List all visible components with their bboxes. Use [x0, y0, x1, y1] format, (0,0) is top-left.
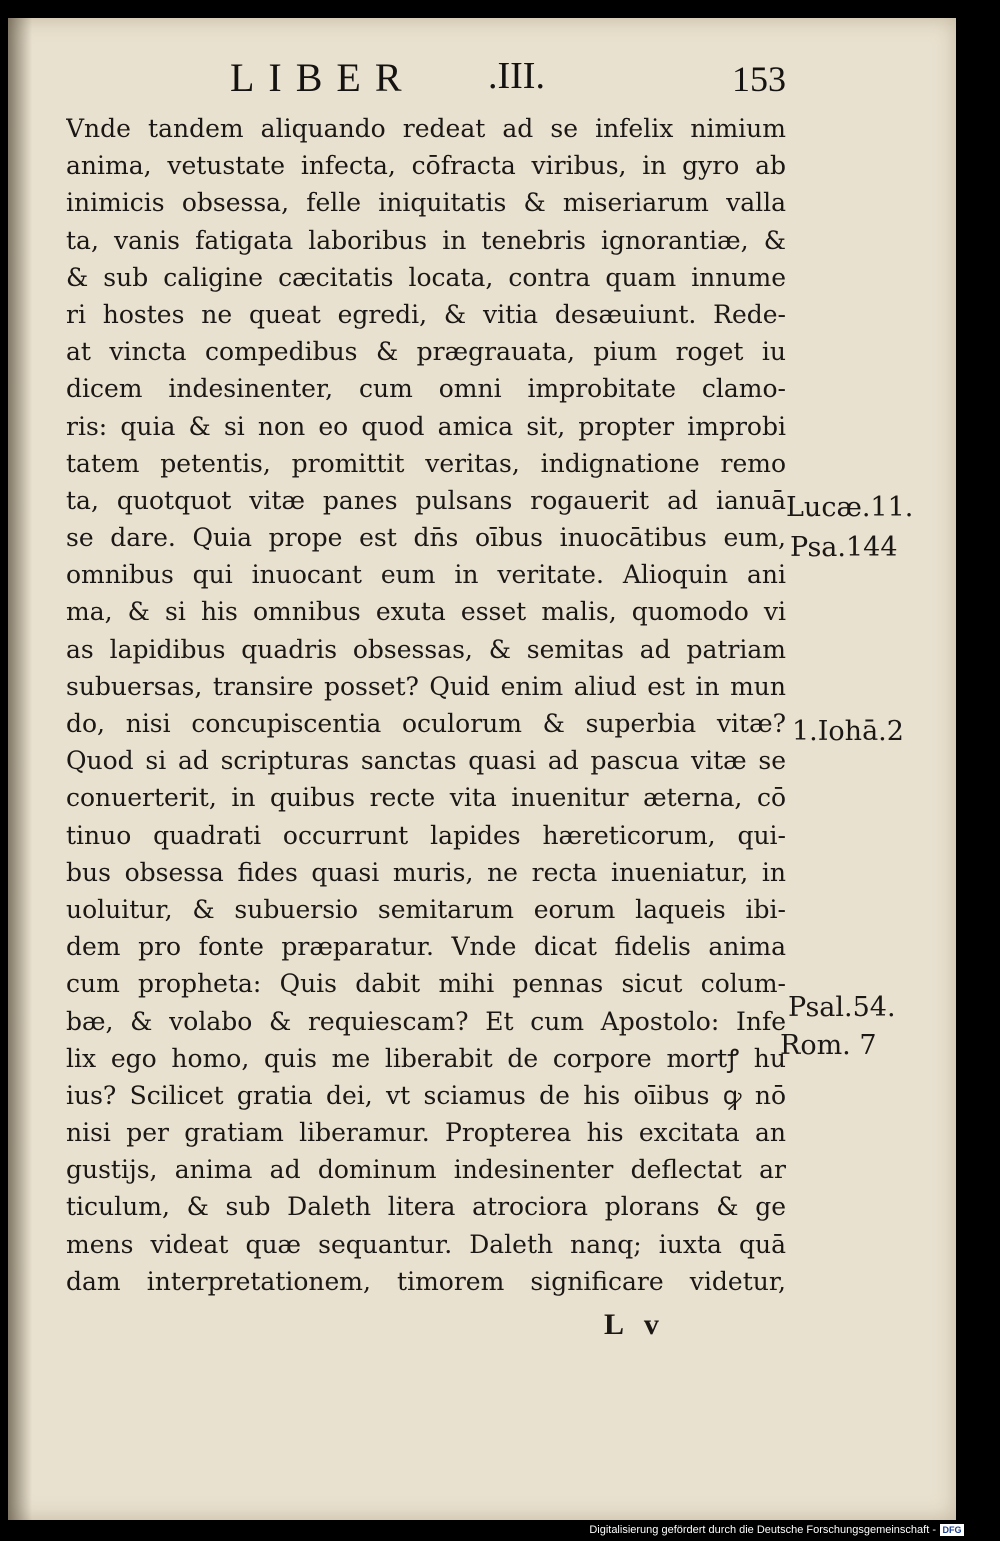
- text-line: Vnde tandem aliquando redeat ad se infelix nimium: [66, 114, 786, 143]
- dfg-logo-icon: DFG: [940, 1524, 964, 1536]
- text-line: nisi per gratiam liberamur. Propterea his excitata an: [66, 1118, 786, 1148]
- text-line: cum propheta: Quis dabit mihi pennas sicut colum-: [66, 969, 786, 999]
- text-line: anima, vetustate infecta, cōfracta viribus, in gyro ab: [66, 151, 786, 181]
- page-number: 153: [732, 59, 786, 99]
- text-line: uoluitur, & subuersio semitarum eorum laqueis ibi-: [66, 894, 786, 924]
- book-number: .III.: [488, 55, 545, 97]
- page-header: [8, 48, 956, 108]
- margin-note-romans: Rom. 7: [780, 1030, 877, 1061]
- margin-note-lucae: Lucæ.11.: [786, 492, 914, 523]
- text-line: at vincta compedibus & prægrauata, pium roget iu: [66, 337, 786, 367]
- text-line: mens videat quæ sequantur. Daleth nanq; iuxta quā: [66, 1229, 786, 1259]
- text-line: as lapidibus quadris obsessas, & semitas ad patriam: [66, 634, 786, 664]
- text-line: dam interpretationem, timorem significare videtur,: [66, 1266, 786, 1296]
- body-text: [66, 110, 786, 1300]
- footer-credit-text: Digitalisierung gefördert durch die Deutsche Forschungsgemeinschaft -: [589, 1524, 936, 1536]
- margin-note-psalm-54: Psal.54.: [788, 992, 896, 1023]
- book-page: [8, 18, 956, 1520]
- text-line: ius? Scilicet gratia dei, vt sciamus de his oīibus ꝙ nō: [66, 1080, 786, 1110]
- text-line: ri hostes ne queat egredi, & vitia desæuiunt. Rede-: [66, 299, 786, 329]
- text-line: ma, & si his omnibus exuta esset malis, quomodo vi: [66, 597, 786, 627]
- page-gutter-shadow: [8, 18, 32, 1520]
- text-line: lix ego homo, quis me liberabit de corpore mortꝭ hu: [66, 1043, 786, 1073]
- running-title: LIBER: [230, 55, 416, 100]
- text-line: bus obsessa fides quasi muris, ne recta inueniatur, in: [66, 857, 786, 887]
- text-line: & sub caligine cæcitatis locata, contra quam innume: [66, 262, 786, 292]
- text-line: dem pro fonte præparatur. Vnde dicat fidelis anima: [66, 932, 786, 962]
- text-line: ta, quotquot vitæ panes pulsans rogauerit ad ianuā: [66, 485, 786, 515]
- text-line: do, nisi concupiscentia oculorum & superbia vitæ?: [66, 709, 786, 738]
- text-line: ta, vanis fatigata laboribus in tenebris ignorantiæ, &: [66, 225, 786, 255]
- text-line: bæ, & volabo & requiescam? Et cum Apostolo: Infe: [66, 1006, 786, 1036]
- text-line: omnibus qui inuocant eum in veritate. Alioquin ani: [66, 560, 786, 590]
- text-line: se dare. Quia prope est dn̄s oībus inuocātibus eum,: [66, 523, 786, 553]
- text-line: Quod si ad scripturas sanctas quasi ad pascua vitæ se: [66, 746, 786, 776]
- text-line: ticulum, & sub Daleth litera atrociora plorans & ge: [66, 1192, 786, 1222]
- text-line: conuerterit, in quibus recte vita inuenitur æterna, cō: [66, 783, 786, 813]
- signature-mark: L v: [604, 1308, 659, 1341]
- text-line: dicem indesinenter, cum omni improbitate clamo-: [66, 374, 786, 404]
- text-line: gustijs, anima ad dominum indesinenter deflectat ar: [66, 1155, 786, 1185]
- margin-note-psalm-144: Psa.144: [790, 532, 898, 563]
- text-line: tatem petentis, promittit veritas, indignatione remo: [66, 448, 786, 478]
- text-line: tinuo quadrati occurrunt lapides hæreticorum, qui-: [66, 820, 786, 850]
- text-line: ris: quia & si non eo quod amica sit, propter improbi: [66, 411, 786, 441]
- footer-credit: [589, 1521, 964, 1539]
- margin-note-john: 1.Iohā.2: [792, 716, 904, 747]
- text-line: subuersas, transire posset? Quid enim aliud est in mun: [66, 671, 786, 701]
- text-line: inimicis obsessa, felle iniquitatis & miseriarum valla: [66, 188, 786, 218]
